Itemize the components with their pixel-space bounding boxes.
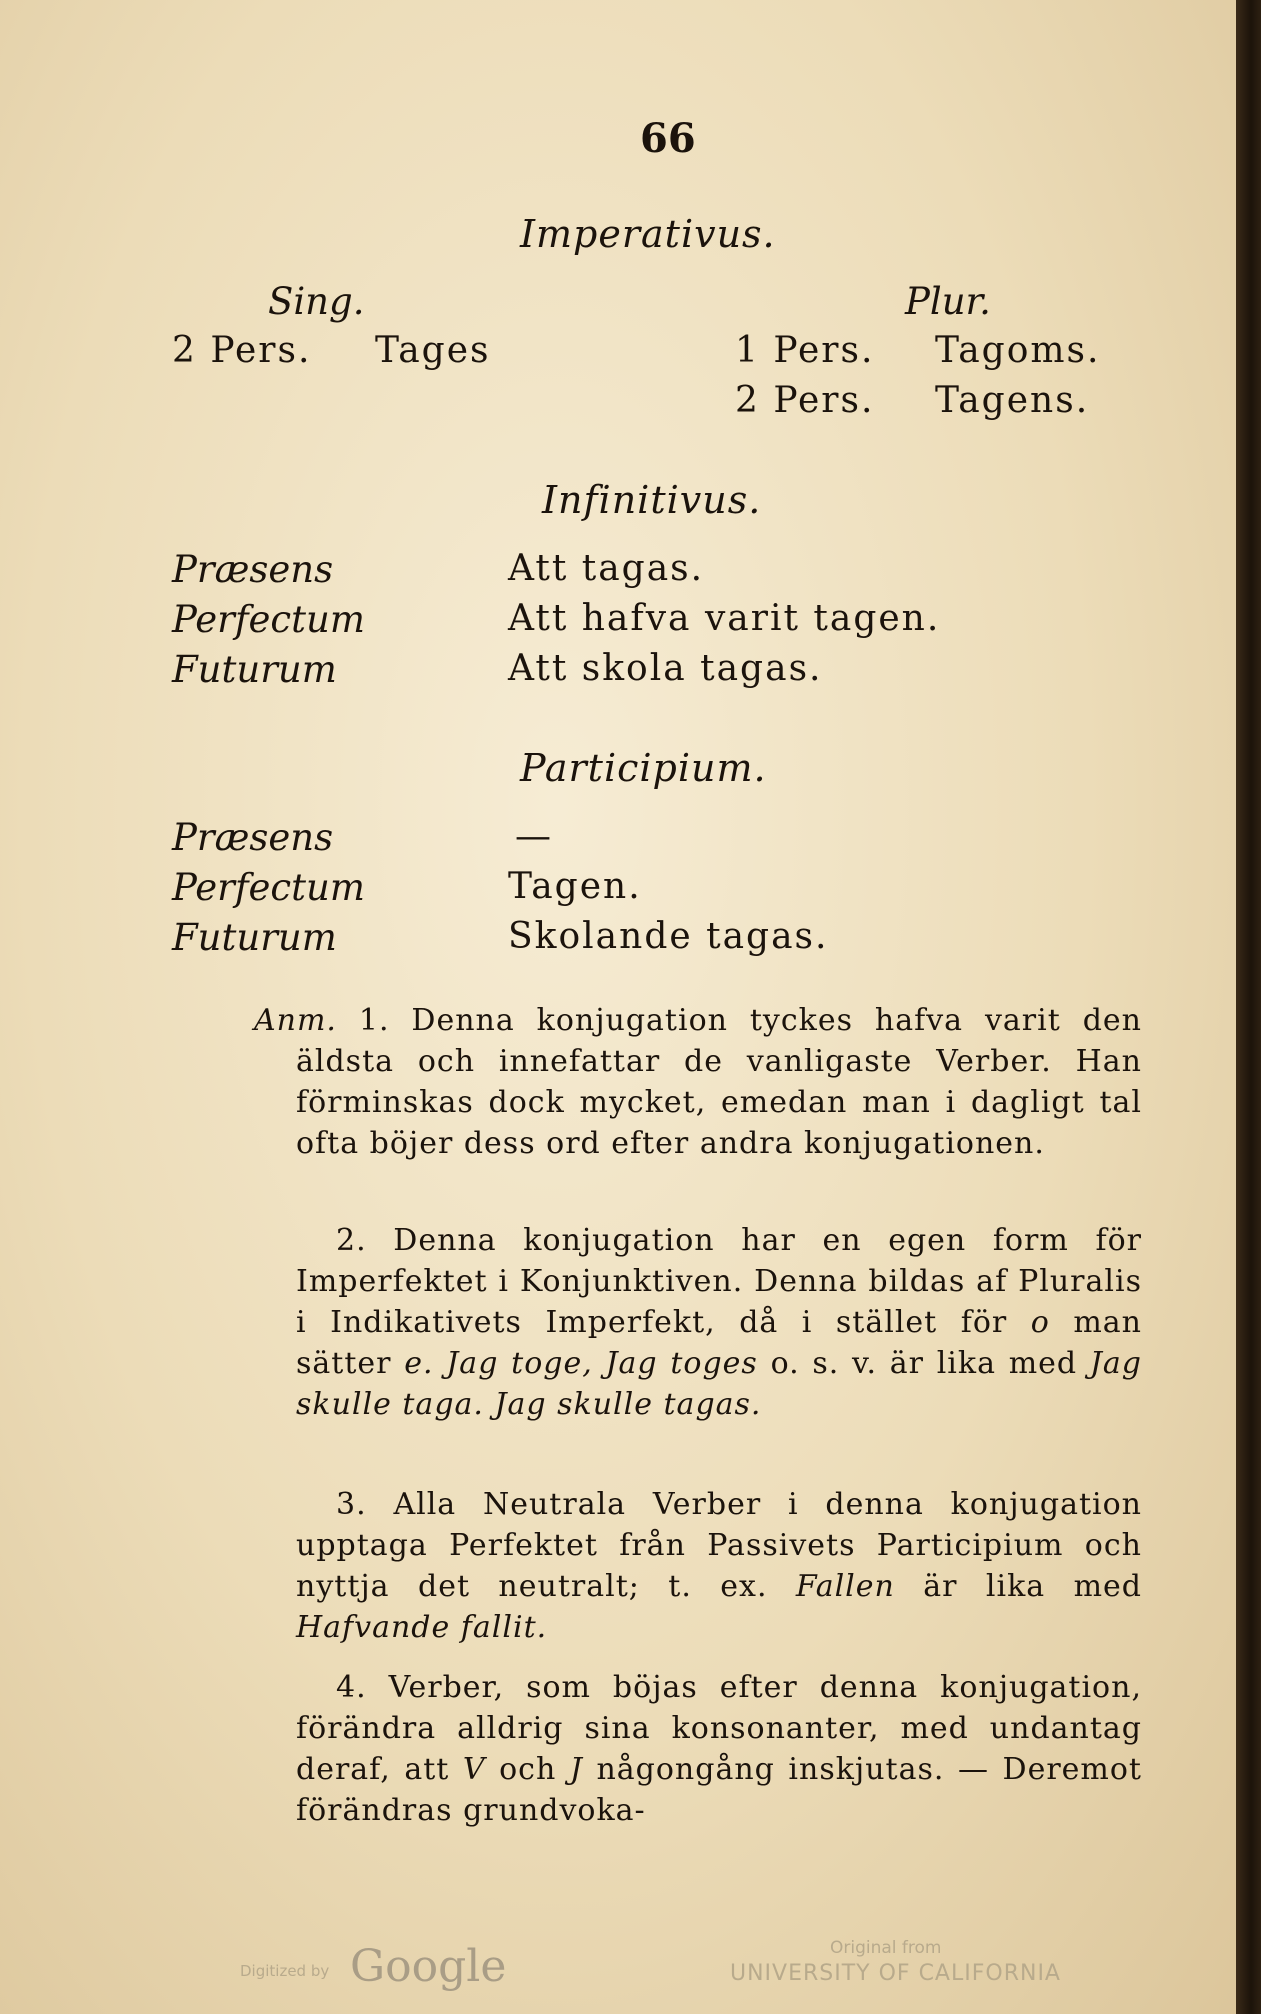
plur-2-pers-label: 2 Pers. xyxy=(735,380,875,421)
note-3-example-1: Fallen xyxy=(795,1569,895,1604)
imperativus-heading: Imperativus. xyxy=(520,212,776,256)
sing-2-pers-label: 2 Pers. xyxy=(172,330,312,371)
inf-futurum-label: Futurum xyxy=(172,648,337,691)
university-watermark: UNIVERSITY OF CALIFORNIA xyxy=(730,1961,1061,1986)
note-4-text-b: och xyxy=(485,1752,570,1787)
note-4 xyxy=(296,1667,1142,1831)
part-praesens-form: — xyxy=(515,816,553,857)
part-perfectum-label: Perfectum xyxy=(172,866,365,909)
part-perfectum-form: Tagen. xyxy=(508,866,642,907)
inf-praesens-form: Att tagas. xyxy=(508,548,705,589)
singular-label: Sing. xyxy=(268,280,365,323)
inf-perfectum-label: Perfectum xyxy=(172,598,365,641)
plural-label: Plur. xyxy=(905,280,991,323)
inf-futurum-form: Att skola tagas. xyxy=(508,648,823,689)
note-4-text-c: någongång inskjutas. — Deremot förändras grundvoka- xyxy=(296,1752,1142,1828)
note-2-text-d: o. s. v. är lika med xyxy=(757,1346,1090,1381)
plur-1-pers-form: Tagoms. xyxy=(935,330,1101,371)
note-3-text-a: Alla Neutrala Verber i denna konjugation upptaga Perfektet från Passivets Participium och nyttja det neutralt; t. ex. xyxy=(296,1487,1142,1604)
note-2-e: e. xyxy=(404,1346,434,1381)
google-watermark: Google xyxy=(350,1941,507,1992)
sing-2-pers-form: Tages xyxy=(375,330,491,371)
note-2-space xyxy=(434,1346,447,1381)
part-futurum-label: Futurum xyxy=(172,916,337,959)
note-1 xyxy=(254,1000,1142,1164)
note-2-example-2: Jag skulle taga. Jag skulle tagas. xyxy=(296,1346,1142,1422)
note-1-text: Denna konjugation tyckes hafva varit den äldsta och innefattar de vanligaste Verber. Han förminskas dock mycket, emedan man i dagligt tal ofta böjer dess ord efter andra konjugationen. xyxy=(296,1003,1142,1161)
original-from-watermark: Original from xyxy=(830,1938,942,1958)
note-4-text-a: Verber, som böjas efter denna konjugation, förändra alldrig sina konsonanter, med undantag deraf, att xyxy=(296,1670,1142,1787)
note-2 xyxy=(296,1220,1142,1425)
digitized-by-watermark: Digitized by xyxy=(240,1962,330,1980)
plur-2-pers-form: Tagens. xyxy=(935,380,1090,421)
page-number: 66 xyxy=(640,115,696,162)
note-2-o: o xyxy=(1030,1305,1050,1340)
note-2-text-b: man sätter xyxy=(296,1305,1142,1381)
note-2-text-a: Denna konjugation har en egen form för Imperfektet i Konjunktiven. Denna bildas af Pluralis i Indikativets Imperfekt, då i stället för xyxy=(296,1223,1142,1340)
note-4-j: J xyxy=(569,1752,583,1787)
plur-1-pers-label: 1 Pers. xyxy=(735,330,875,371)
book-spine-edge xyxy=(1236,0,1261,2014)
note-3 xyxy=(296,1484,1142,1648)
note-4-v: V xyxy=(462,1752,486,1787)
note-4-number: 4. xyxy=(336,1670,367,1705)
note-3-number: 3. xyxy=(336,1487,367,1522)
inf-praesens-label: Præsens xyxy=(172,548,334,591)
infinitivus-heading: Infinitivus. xyxy=(542,478,762,522)
note-1-number: 1. xyxy=(358,1003,390,1038)
note-2-number: 2. xyxy=(336,1223,367,1258)
participium-heading: Participium. xyxy=(520,746,767,790)
inf-perfectum-form: Att hafva varit tagen. xyxy=(508,598,941,639)
part-praesens-label: Præsens xyxy=(172,816,334,859)
note-2-example-1: Jag toge, Jag toges xyxy=(446,1346,758,1381)
anm-label: Anm. xyxy=(254,1003,337,1038)
note-3-example-2: Hafvande fallit. xyxy=(296,1610,548,1645)
note-3-text-b: är lika med xyxy=(894,1569,1143,1604)
part-futurum-form: Skolande tagas. xyxy=(508,916,829,957)
